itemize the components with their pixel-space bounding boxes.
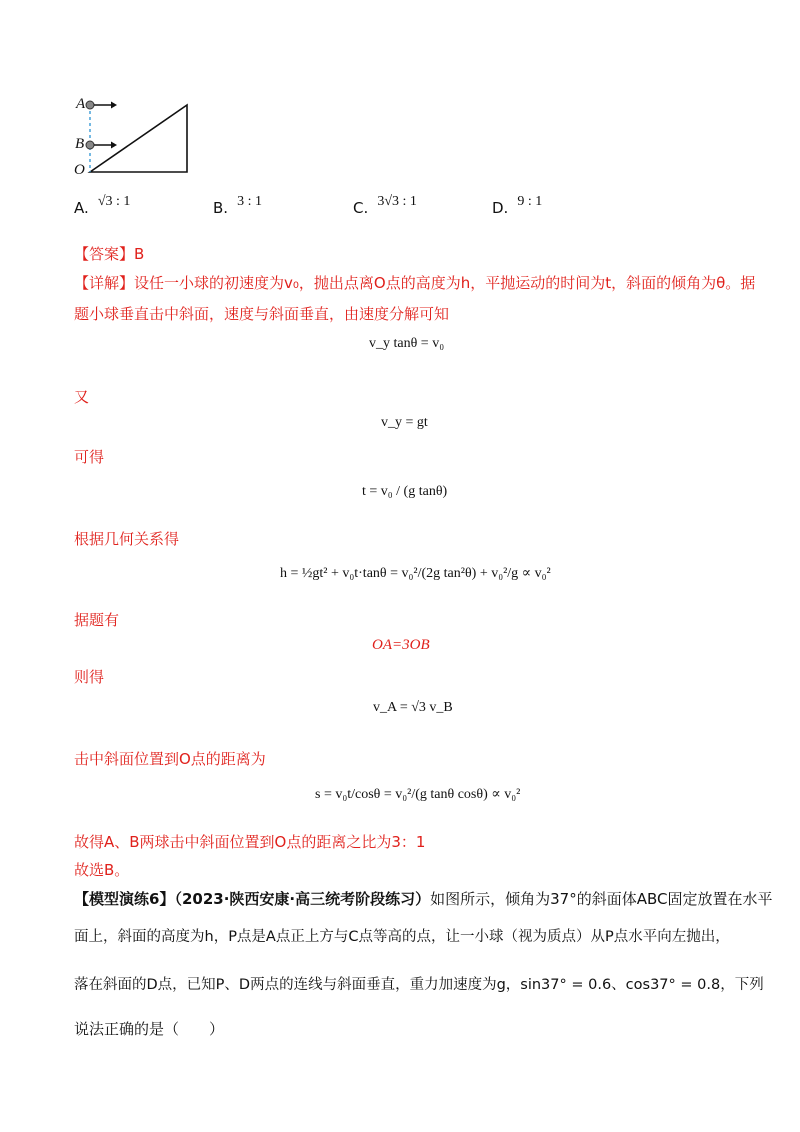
option-c-letter: C. (353, 199, 369, 217)
next-problem-text-1: 如图所示，倾角为37°的斜面体ABC固定放置在水平 (430, 890, 773, 908)
next-problem-line-3: 落在斜面的D点，已知P、D两点的连线与斜面垂直，重力加速度为g，sin37° = 0.6、cos37° = 0.8，下列 (74, 977, 764, 993)
detail-dist: 击中斜面位置到O点的距离为 (74, 750, 266, 768)
detail-conclusion: 故得A、B两球击中斜面位置到O点的距离之比为3：1 (74, 833, 426, 851)
incline-triangle (90, 105, 187, 172)
next-problem-line-2: 面上，斜面的高度为h，P点是A点正上方与C点等高的点，让一小球（视为质点）从P点水平向左抛出， (74, 929, 730, 945)
equation-6: v_A = √3 v_B (373, 700, 453, 715)
option-a-letter: A. (74, 199, 89, 217)
detail-tag: 【详解】 (74, 274, 135, 292)
label-o: O (74, 162, 85, 178)
equation-2: v_y = gt (381, 415, 428, 430)
detail-line-2: 题小球垂直击中斜面，速度与斜面垂直，由速度分解可知 (74, 305, 450, 323)
option-a-value: √3 : 1 (97, 194, 131, 209)
detail-choose: 故选B。 (74, 861, 130, 879)
ball-b (86, 141, 94, 149)
option-a[interactable] (74, 194, 131, 218)
detail-kede: 可得 (74, 448, 105, 466)
next-problem-source: （2023·陕西安康·高三统考阶段练习） (174, 890, 431, 908)
arrowhead-b (111, 142, 117, 149)
equation-5: OA=3OB (372, 637, 430, 653)
detail-line-1 (74, 272, 755, 293)
arrowhead-a (111, 102, 117, 109)
next-problem-line-4: 说法正确的是（ ） (74, 1020, 225, 1038)
projectile-figure (70, 92, 200, 182)
option-d-value: 9 : 1 (517, 194, 543, 209)
detail-jutiyou: 据题有 (74, 611, 120, 629)
answer-line (74, 243, 144, 264)
equation-3: t = v₀ / (g tanθ) (362, 484, 448, 499)
next-problem-tag: 【模型演练6】 (74, 890, 175, 908)
equation-7: s = v₀t/cosθ = v₀²/(g tanθ cosθ) ∝ v₀² (315, 787, 521, 802)
option-b-letter: B. (213, 199, 229, 217)
answer-value: B (134, 245, 145, 263)
detail-text-1: 设任一小球的初速度为v₀，抛出点离O点的高度为h，平抛运动的时间为t，斜面的倾角为θ。据 (134, 274, 756, 292)
option-d[interactable] (492, 194, 543, 218)
equation-1: v_y tanθ = v₀ (369, 336, 445, 351)
option-d-letter: D. (492, 199, 509, 217)
detail-geom: 根据几何关系得 (74, 530, 180, 548)
detail-zede: 则得 (74, 668, 105, 686)
label-a: A (76, 96, 86, 112)
answer-tag: 【答案】 (74, 245, 135, 263)
option-c[interactable] (353, 194, 417, 218)
ball-a (86, 101, 94, 109)
option-b-value: 3 : 1 (237, 194, 263, 209)
equation-4: h = ½gt² + v₀t·tanθ = v₀²/(2g tan²θ) + v₀²/g ∝ v₀² (280, 566, 551, 581)
option-b[interactable] (213, 194, 263, 218)
next-problem-line-1 (74, 888, 772, 909)
label-b: B (75, 136, 85, 152)
detail-you: 又 (74, 388, 90, 406)
option-c-value: 3√3 : 1 (377, 194, 417, 209)
